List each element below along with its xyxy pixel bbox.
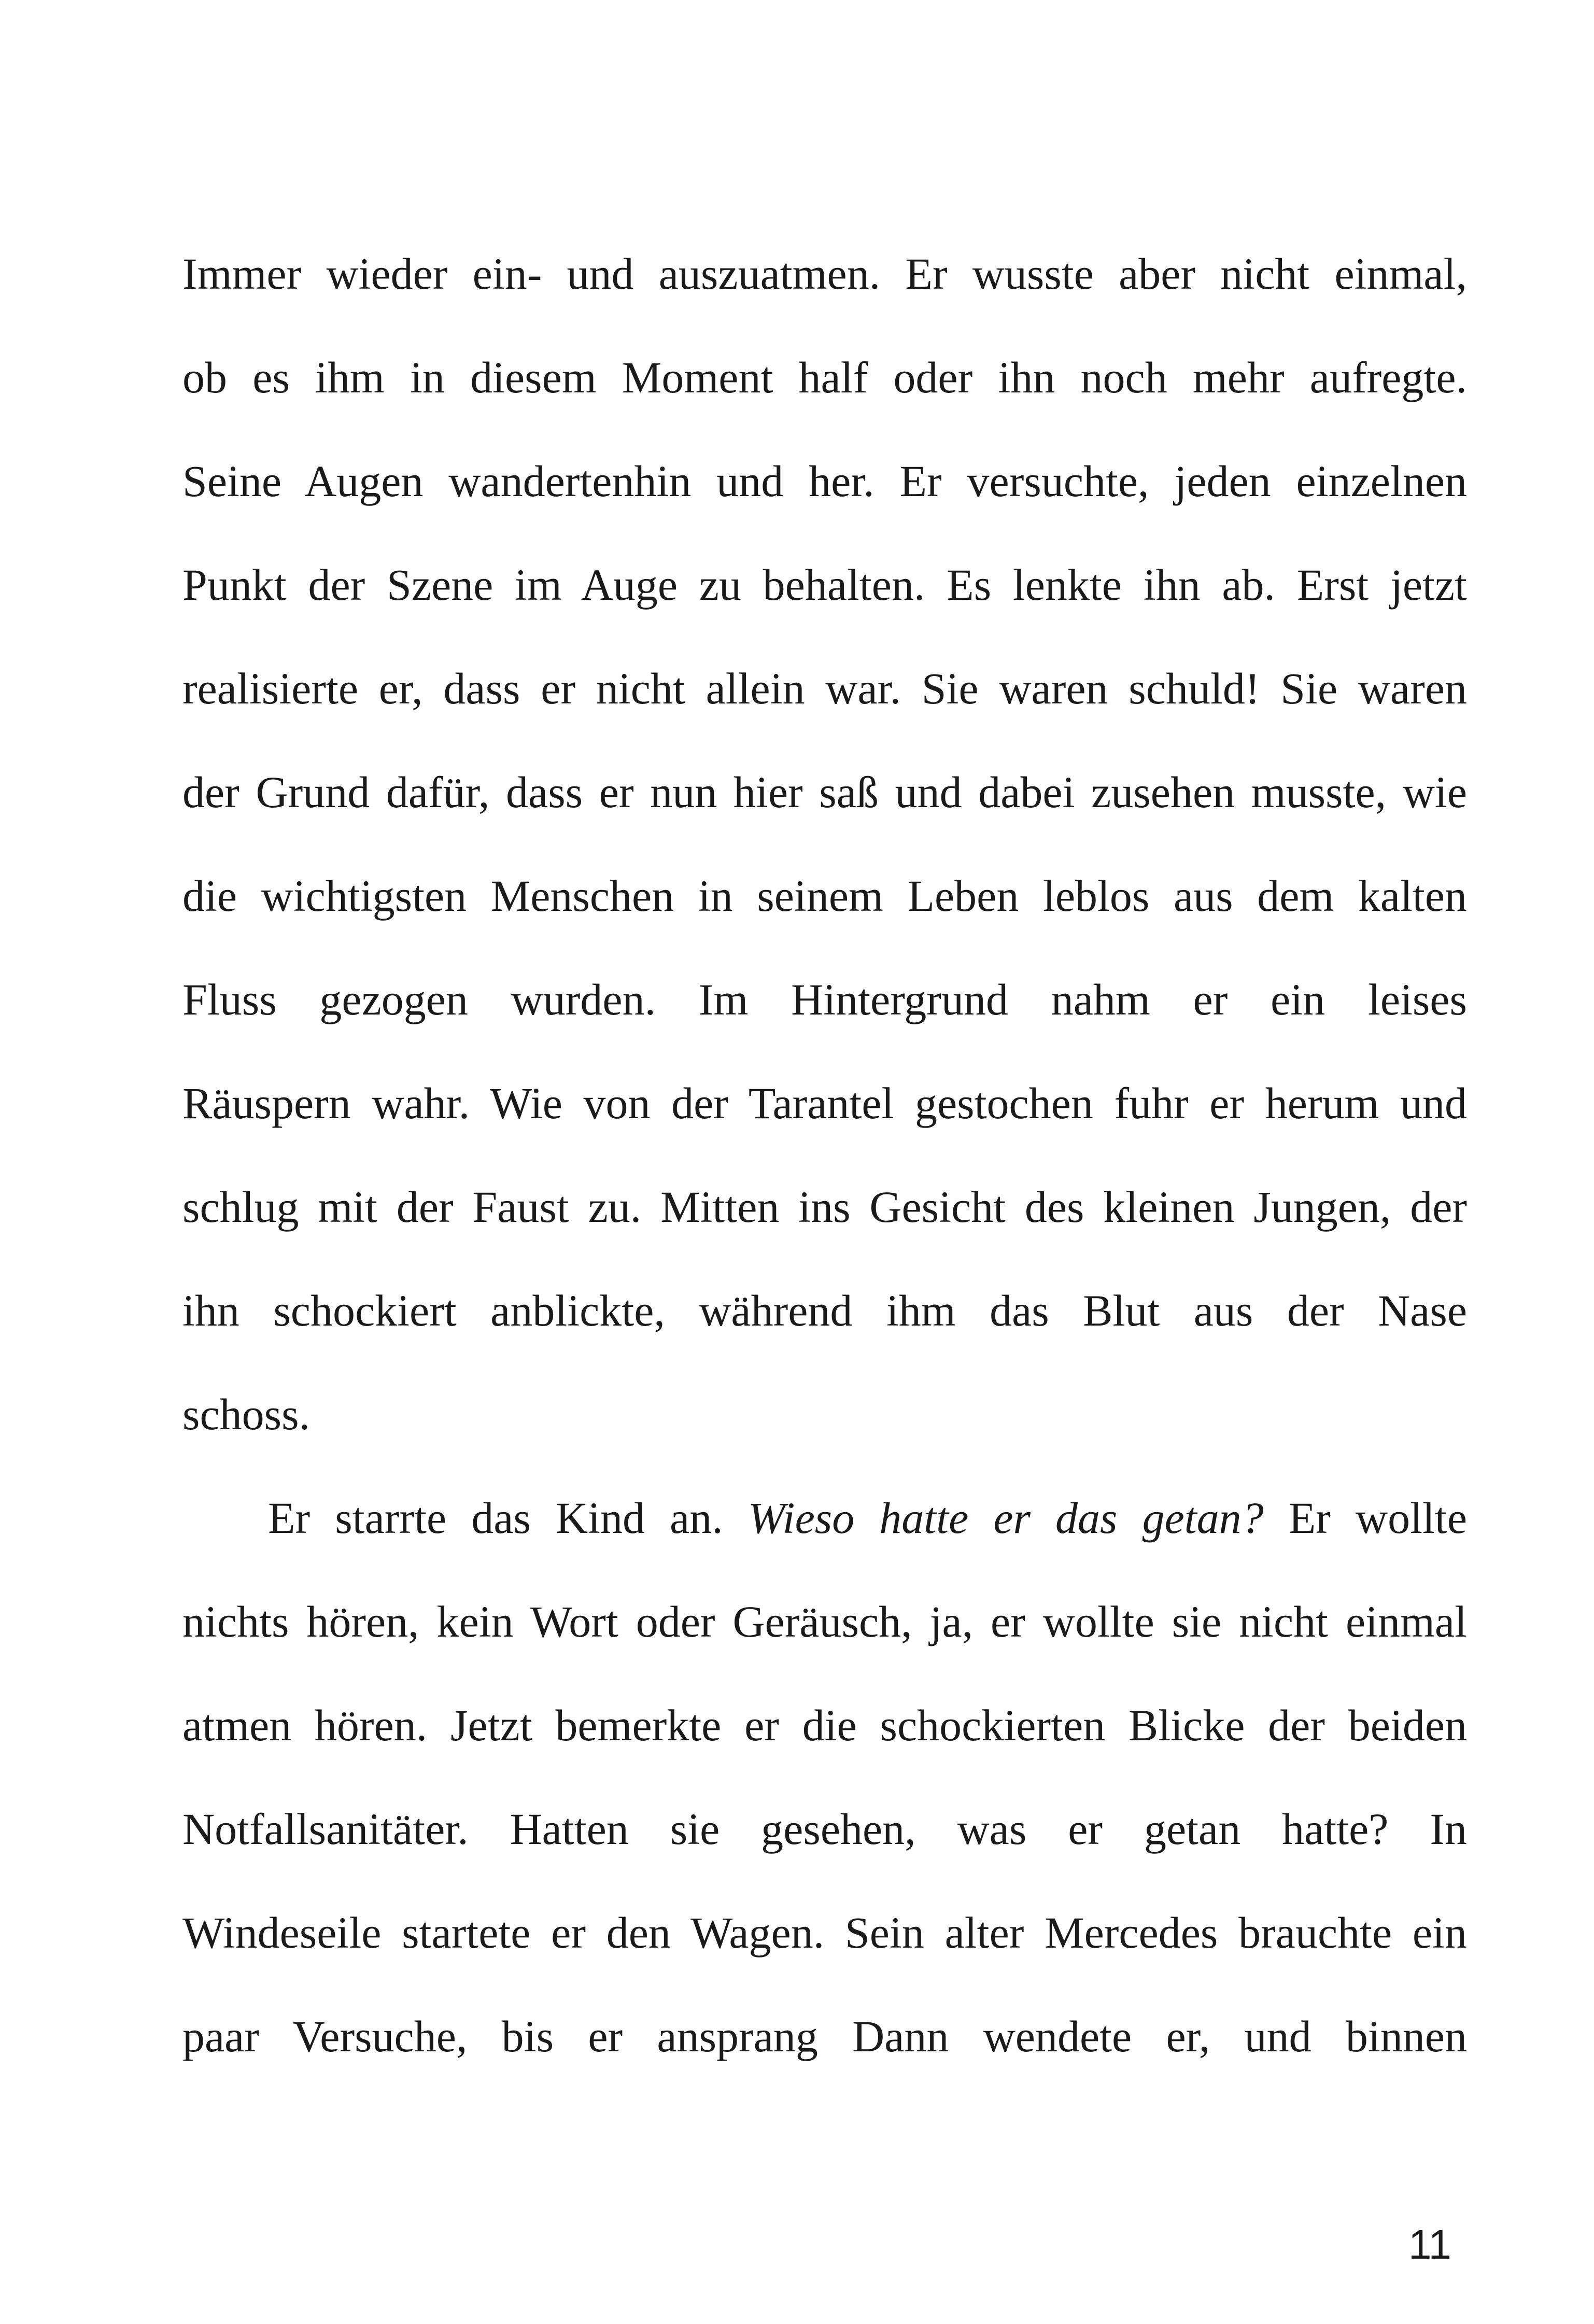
text-line: schoss. (182, 1389, 311, 1439)
text-line: ihn schockiert anblickte, während ihm das Blut aus der Nase (182, 1286, 1467, 1335)
text-line: Fluss gezogen wurden. Im Hintergrund nahm er ein leises (182, 975, 1467, 1024)
text-line: nichts hören, kein Wort oder Geräusch, ja, er wollte sie nicht einmal (182, 1597, 1467, 1646)
text-line: Räuspern wahr. Wie von der Tarantel gestochen fuhr er herum und (182, 1078, 1467, 1128)
page-number: 11 (1408, 2221, 1451, 2267)
text-line: realisierte er, dass er nicht allein war. Sie waren schuld! Sie waren (182, 664, 1467, 713)
text-line: die wichtigsten Menschen in seinem Leben leblos aus dem kalten (182, 871, 1467, 921)
italic-thought: Wieso hatte er das getan? (747, 1493, 1264, 1543)
text-line: Punkt der Szene im Auge zu behalten. Es lenkte ihn ab. Erst jetzt (182, 560, 1467, 610)
text-line: der Grund dafür, dass er nun hier saß und dabei zusehen musste, wie (182, 767, 1467, 817)
text-line: Notfallsanitäter. Hatten sie gesehen, was er getan hatte? In (182, 1804, 1467, 1854)
text-run: Er wollte (1263, 1493, 1467, 1543)
paragraph-2-first-line (182, 1466, 1467, 1570)
body-text (182, 222, 1467, 2088)
text-line: atmen hören. Jetzt bemerkte er die schockierten Blicke der beiden (182, 1700, 1467, 1750)
text-run: Er starrte das Kind an. (268, 1493, 748, 1543)
text-line: ob es ihm in diesem Moment half oder ihn noch mehr aufregte. (182, 353, 1467, 402)
text-line: paar Versuche, bis er ansprang Dann wendete er, und binnen (182, 2011, 1467, 2061)
text-line: Windeseile startete er den Wagen. Sein alter Mercedes brauchte ein (182, 1908, 1467, 1957)
text-line: Seine Augen wandertenhin und her. Er versuchte, jeden einzelnen (182, 456, 1467, 506)
text-line: schlug mit der Faust zu. Mitten ins Gesicht des kleinen Jungen, der (182, 1182, 1467, 1232)
text-line: Immer wieder ein- und auszuatmen. Er wusste aber nicht einmal, (182, 249, 1467, 299)
